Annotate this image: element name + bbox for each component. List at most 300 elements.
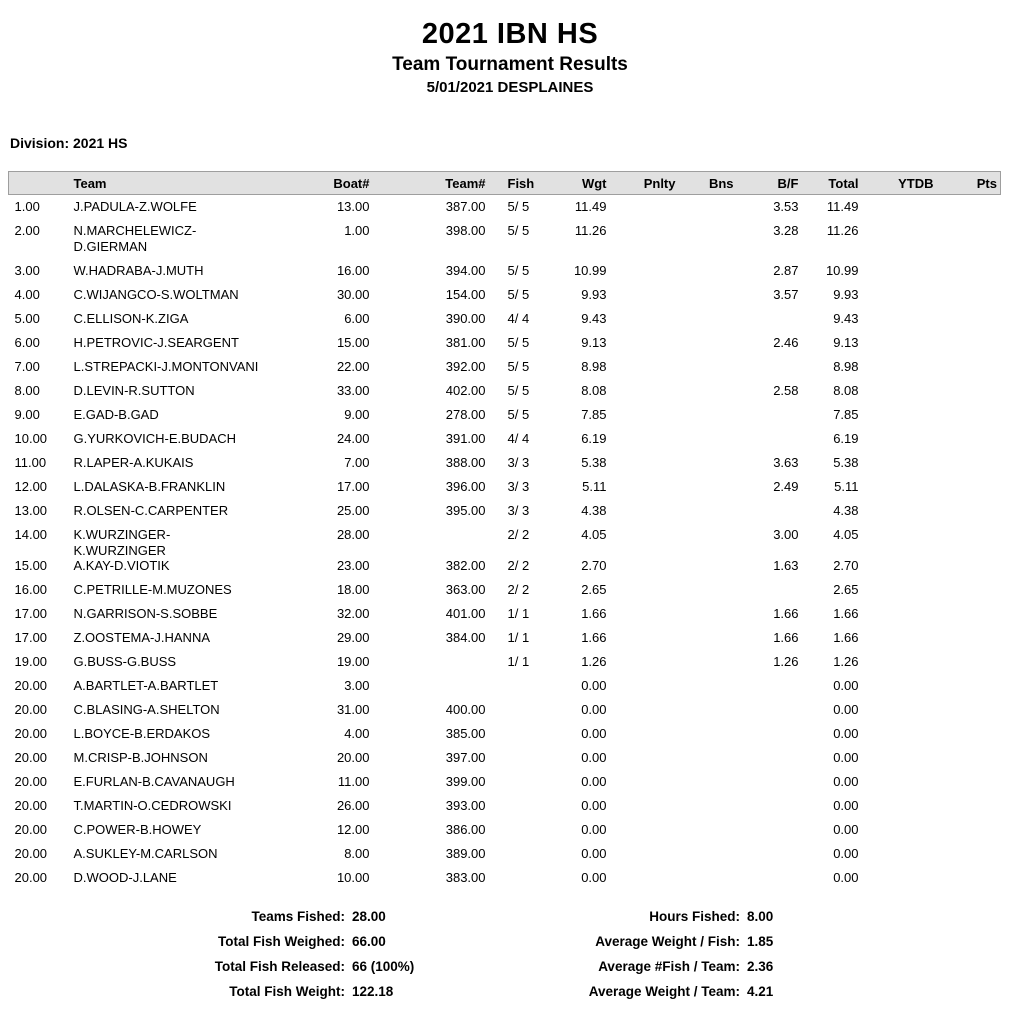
cell-team	[66, 842, 311, 866]
cell-ytdb	[862, 698, 937, 722]
cell-bf	[737, 355, 802, 379]
cell-teamnum: 398.00	[445, 223, 486, 238]
team-name: J.PADULA-Z.WOLFE	[73, 199, 197, 214]
cell-wgt: 9.13	[581, 335, 607, 350]
team-name: M.CRISP-B.JOHNSON	[73, 750, 208, 765]
cell-bns	[679, 818, 737, 842]
table-row	[9, 698, 1001, 722]
cell-teamnum: 389.00	[445, 846, 486, 861]
cell-total: 1.26	[833, 654, 859, 669]
cell-bns	[679, 698, 737, 722]
cell-boat: 4.00	[344, 726, 370, 741]
cell-teamnum: 390.00	[445, 311, 486, 326]
cell-pts	[937, 770, 1001, 794]
cell-pts	[937, 427, 1001, 451]
cell-pnlty	[610, 195, 679, 220]
cell-total: 0.00	[833, 678, 859, 693]
cell-pts	[937, 578, 1001, 602]
cell-bf: 1.63	[773, 558, 799, 573]
cell-fish: 2/ 2	[507, 527, 530, 542]
cell-pnlty	[610, 307, 679, 331]
col-header-bns: Bns	[679, 172, 737, 195]
cell-team	[66, 475, 311, 499]
col-header-wgt: Wgt	[546, 172, 610, 195]
cell-teamnum: 381.00	[445, 335, 486, 350]
team-name: G.YURKOVICH-E.BUDACH	[73, 431, 237, 446]
cell-bf	[737, 403, 802, 427]
cell-teamnum: 382.00	[445, 558, 486, 573]
cell-ytdb	[862, 794, 937, 818]
summary-row	[8, 954, 1020, 979]
cell-rank: 7.00	[14, 359, 40, 374]
cell-team	[66, 283, 311, 307]
table-row	[9, 403, 1001, 427]
cell-teamnum	[373, 523, 489, 554]
cell-boat: 12.00	[336, 822, 370, 837]
cell-rank: 1.00	[14, 199, 40, 214]
page-title: 2021 IBN HS	[421, 18, 599, 50]
cell-bns	[679, 283, 737, 307]
col-header-team: Team	[66, 172, 311, 195]
cell-pnlty	[610, 475, 679, 499]
cell-rank: 17.00	[14, 630, 48, 645]
cell-teamnum: 395.00	[445, 503, 486, 518]
cell-pts	[937, 866, 1001, 890]
cell-bns	[679, 650, 737, 674]
cell-total: 7.85	[833, 407, 859, 422]
cell-bf: 1.66	[773, 606, 799, 621]
cell-pts	[937, 475, 1001, 499]
table-row	[9, 259, 1001, 283]
summary-value: 2.36	[747, 959, 774, 974]
cell-team	[66, 722, 311, 746]
cell-pnlty	[610, 794, 679, 818]
cell-ytdb	[862, 554, 937, 578]
cell-bns	[679, 259, 737, 283]
cell-total: 6.19	[833, 431, 859, 446]
cell-pnlty	[610, 650, 679, 674]
cell-pts	[937, 818, 1001, 842]
cell-total: 11.26	[826, 223, 859, 238]
cell-wgt: 0.00	[581, 822, 607, 837]
cell-boat: 11.00	[337, 774, 370, 789]
cell-teamnum: 154.00	[445, 287, 486, 302]
summary-value: 66 (100%)	[352, 959, 415, 974]
cell-team	[66, 331, 311, 355]
cell-pnlty	[610, 427, 679, 451]
cell-teamnum: 278.00	[445, 407, 486, 422]
col-header-pts: Pts	[937, 172, 1001, 195]
cell-fish	[489, 842, 546, 866]
cell-ytdb	[862, 602, 937, 626]
cell-bf	[737, 674, 802, 698]
summary-row	[8, 979, 1020, 1004]
table-row	[9, 283, 1001, 307]
cell-bf: 1.66	[773, 630, 799, 645]
team-name: W.HADRABA-J.MUTH	[73, 263, 204, 278]
cell-fish: 5/ 5	[507, 287, 530, 302]
cell-total: 0.00	[833, 798, 859, 813]
cell-ytdb	[862, 499, 937, 523]
cell-rank: 17.00	[14, 606, 48, 621]
cell-wgt: 1.66	[581, 630, 607, 645]
table-row	[9, 379, 1001, 403]
cell-bf	[737, 499, 802, 523]
cell-pts	[937, 523, 1001, 554]
cell-bf: 3.53	[773, 199, 799, 214]
cell-rank: 16.00	[14, 582, 48, 597]
cell-total: 11.49	[826, 199, 859, 214]
cell-fish	[489, 866, 546, 890]
cell-boat: 9.00	[344, 407, 370, 422]
summary-label: Average Weight / Team:	[588, 984, 740, 999]
cell-bf: 3.63	[773, 455, 799, 470]
team-name: A.KAY-D.VIOTIK	[73, 558, 170, 573]
cell-total: 10.99	[825, 263, 859, 278]
table-row	[9, 842, 1001, 866]
cell-boat: 8.00	[344, 846, 370, 861]
table-row	[9, 650, 1001, 674]
cell-boat: 16.00	[336, 263, 370, 278]
cell-boat: 28.00	[336, 527, 370, 542]
cell-ytdb	[862, 818, 937, 842]
cell-boat: 24.00	[336, 431, 370, 446]
cell-pnlty	[610, 554, 679, 578]
table-row	[9, 770, 1001, 794]
cell-team	[66, 698, 311, 722]
cell-pts	[937, 698, 1001, 722]
cell-teamnum: 363.00	[445, 582, 486, 597]
cell-fish	[489, 746, 546, 770]
cell-total: 1.66	[833, 630, 859, 645]
team-name: A.BARTLET-A.BARTLET	[73, 678, 219, 693]
cell-rank: 2.00	[14, 223, 40, 238]
team-name: N.MARCHELEWICZ- D.GIERMAN	[73, 223, 197, 254]
cell-total: 9.93	[833, 287, 859, 302]
table-row	[9, 578, 1001, 602]
cell-rank: 20.00	[14, 798, 48, 813]
cell-bf	[737, 818, 802, 842]
cell-total: 8.98	[833, 359, 859, 374]
cell-total: 4.38	[833, 503, 859, 518]
cell-ytdb	[862, 722, 937, 746]
cell-pnlty	[610, 602, 679, 626]
cell-rank: 20.00	[14, 774, 48, 789]
cell-bf: 2.49	[773, 479, 799, 494]
summary-label: Teams Fished:	[251, 909, 345, 924]
results-table	[8, 171, 1001, 890]
cell-teamnum: 399.00	[445, 774, 486, 789]
table-row	[9, 475, 1001, 499]
cell-ytdb	[862, 626, 937, 650]
cell-team	[66, 794, 311, 818]
summary-value: 8.00	[747, 909, 774, 924]
cell-teamnum: 385.00	[445, 726, 486, 741]
cell-fish: 3/ 3	[507, 455, 530, 470]
cell-teamnum	[373, 674, 489, 698]
cell-ytdb	[862, 866, 937, 890]
cell-wgt: 9.93	[581, 287, 607, 302]
cell-rank: 8.00	[14, 383, 40, 398]
cell-ytdb	[862, 219, 937, 259]
cell-rank: 12.00	[14, 479, 48, 494]
cell-total: 2.65	[833, 582, 859, 597]
cell-bf: 3.28	[773, 223, 799, 238]
team-name: C.PETRILLE-M.MUZONES	[73, 582, 232, 597]
cell-teamnum: 388.00	[445, 455, 486, 470]
table-row	[9, 746, 1001, 770]
cell-pts	[937, 355, 1001, 379]
team-name: E.FURLAN-B.CAVANAUGH	[73, 774, 235, 789]
table-row	[9, 674, 1001, 698]
cell-total: 1.66	[833, 606, 859, 621]
cell-boat: 20.00	[336, 750, 370, 765]
cell-bf	[737, 746, 802, 770]
cell-team	[66, 403, 311, 427]
title-block	[0, 0, 1020, 98]
cell-rank: 10.00	[14, 431, 48, 446]
cell-wgt: 6.19	[581, 431, 607, 446]
cell-teamnum: 394.00	[445, 263, 486, 278]
page-subtitle: Team Tournament Results	[392, 54, 628, 75]
cell-wgt: 0.00	[581, 726, 607, 741]
cell-boat: 15.00	[336, 335, 370, 350]
cell-pnlty	[610, 578, 679, 602]
cell-pnlty	[610, 523, 679, 554]
cell-pts	[937, 219, 1001, 259]
cell-bns	[679, 427, 737, 451]
cell-wgt: 8.98	[581, 359, 607, 374]
cell-bns	[679, 746, 737, 770]
cell-total: 4.05	[833, 527, 859, 542]
cell-wgt: 0.00	[581, 750, 607, 765]
cell-pts	[937, 259, 1001, 283]
cell-wgt: 11.26	[574, 223, 607, 238]
team-name: L.STREPACKI-J.MONTONVANI	[73, 359, 259, 374]
cell-team	[66, 578, 311, 602]
summary-value: 66.00	[352, 934, 386, 949]
team-name: L.BOYCE-B.ERDAKOS	[73, 726, 211, 741]
cell-pnlty	[610, 331, 679, 355]
cell-boat: 10.00	[336, 870, 370, 885]
cell-teamnum: 396.00	[445, 479, 486, 494]
cell-fish: 5/ 5	[507, 223, 530, 238]
cell-total: 5.11	[834, 479, 859, 494]
cell-boat: 17.00	[336, 479, 370, 494]
cell-pts	[937, 722, 1001, 746]
cell-pts	[937, 626, 1001, 650]
cell-rank: 9.00	[14, 407, 40, 422]
col-header-rank	[9, 172, 66, 195]
cell-boat: 6.00	[344, 311, 370, 326]
cell-team	[66, 554, 311, 578]
cell-team	[66, 523, 311, 558]
cell-bns	[679, 195, 737, 220]
cell-rank: 20.00	[14, 750, 48, 765]
cell-rank: 15.00	[14, 558, 48, 573]
cell-bf: 2.46	[773, 335, 799, 350]
cell-boat: 23.00	[336, 558, 370, 573]
cell-ytdb	[862, 427, 937, 451]
cell-bns	[679, 842, 737, 866]
cell-teamnum: 384.00	[445, 630, 486, 645]
cell-fish: 3/ 3	[507, 479, 530, 494]
team-name: L.DALASKA-B.FRANKLIN	[73, 479, 226, 494]
cell-bf	[737, 794, 802, 818]
cell-fish: 2/ 2	[507, 582, 530, 597]
summary-row	[8, 904, 1020, 929]
cell-teamnum: 397.00	[445, 750, 486, 765]
cell-pnlty	[610, 219, 679, 259]
team-name: G.BUSS-G.BUSS	[73, 654, 177, 669]
cell-wgt: 9.43	[581, 311, 607, 326]
cell-bns	[679, 331, 737, 355]
cell-wgt: 0.00	[581, 846, 607, 861]
cell-rank: 11.00	[14, 455, 47, 470]
cell-bns	[679, 554, 737, 578]
team-name: D.LEVIN-R.SUTTON	[73, 383, 195, 398]
cell-ytdb	[862, 674, 937, 698]
cell-bf: 3.00	[773, 527, 799, 542]
cell-boat: 29.00	[336, 630, 370, 645]
cell-wgt: 0.00	[581, 702, 607, 717]
cell-team	[66, 379, 311, 403]
cell-team	[66, 818, 311, 842]
cell-total: 5.38	[833, 455, 859, 470]
table-row	[9, 554, 1001, 578]
cell-total: 9.13	[833, 335, 859, 350]
cell-ytdb	[862, 355, 937, 379]
cell-fish: 4/ 4	[507, 311, 530, 326]
cell-bf	[737, 698, 802, 722]
cell-wgt: 1.26	[581, 654, 607, 669]
cell-pts	[937, 331, 1001, 355]
cell-bns	[679, 355, 737, 379]
cell-rank: 4.00	[14, 287, 40, 302]
summary-row	[8, 929, 1020, 954]
cell-bf	[737, 722, 802, 746]
cell-fish: 5/ 5	[507, 199, 530, 214]
cell-boat: 22.00	[336, 359, 370, 374]
cell-boat: 31.00	[336, 702, 370, 717]
cell-fish: 5/ 5	[507, 335, 530, 350]
team-name: R.OLSEN-C.CARPENTER	[73, 503, 229, 518]
cell-total: 0.00	[833, 846, 859, 861]
cell-team	[66, 770, 311, 794]
cell-rank: 20.00	[14, 870, 48, 885]
cell-fish: 3/ 3	[507, 503, 530, 518]
cell-bns	[679, 403, 737, 427]
team-name: N.GARRISON-S.SOBBE	[73, 606, 218, 621]
cell-wgt: 0.00	[581, 774, 607, 789]
cell-wgt: 2.70	[581, 558, 607, 573]
cell-bns	[679, 578, 737, 602]
table-row	[9, 722, 1001, 746]
summary-label: Average Weight / Fish:	[595, 934, 740, 949]
summary-value: 122.18	[352, 984, 394, 999]
cell-teamnum: 400.00	[445, 702, 486, 717]
cell-pnlty	[610, 626, 679, 650]
summary-section	[8, 904, 1020, 1004]
cell-team	[66, 195, 311, 220]
team-name: C.BLASING-A.SHELTON	[73, 702, 220, 717]
summary-label: Total Fish Released:	[214, 959, 345, 974]
cell-pts	[937, 403, 1001, 427]
cell-total: 0.00	[833, 750, 859, 765]
summary-label: Total Fish Weight:	[229, 984, 345, 999]
cell-pts	[937, 307, 1001, 331]
cell-boat: 1.00	[344, 223, 370, 238]
table-row	[9, 794, 1001, 818]
cell-fish	[489, 674, 546, 698]
cell-bns	[679, 722, 737, 746]
summary-value: 4.21	[747, 984, 774, 999]
cell-ytdb	[862, 379, 937, 403]
cell-team	[66, 499, 311, 523]
cell-ytdb	[862, 259, 937, 283]
cell-fish	[489, 698, 546, 722]
cell-wgt: 8.08	[581, 383, 607, 398]
cell-rank: 14.00	[14, 527, 48, 542]
cell-rank: 20.00	[14, 846, 48, 861]
team-name: C.POWER-B.HOWEY	[73, 822, 202, 837]
cell-bns	[679, 219, 737, 259]
cell-boat: 33.00	[336, 383, 370, 398]
cell-bf: 3.57	[773, 287, 799, 302]
cell-rank: 19.00	[14, 654, 48, 669]
table-row	[9, 427, 1001, 451]
cell-wgt: 11.49	[574, 199, 607, 214]
cell-bns	[679, 379, 737, 403]
event-date-location: 5/01/2021 DESPLAINES	[426, 79, 594, 96]
cell-rank: 6.00	[14, 335, 40, 350]
cell-bf	[737, 307, 802, 331]
cell-rank: 13.00	[14, 503, 48, 518]
cell-wgt: 0.00	[581, 870, 607, 885]
cell-teamnum: 387.00	[445, 199, 486, 214]
cell-ytdb	[862, 283, 937, 307]
cell-teamnum: 401.00	[445, 606, 486, 621]
cell-fish: 1/ 1	[507, 606, 530, 621]
cell-team	[66, 674, 311, 698]
cell-total: 0.00	[833, 702, 859, 717]
cell-team	[66, 259, 311, 283]
cell-rank: 20.00	[14, 702, 48, 717]
cell-team	[66, 219, 311, 259]
cell-teamnum: 391.00	[445, 431, 486, 446]
team-name: D.WOOD-J.LANE	[73, 870, 177, 885]
cell-team	[66, 602, 311, 626]
cell-boat: 26.00	[336, 798, 370, 813]
table-row	[9, 499, 1001, 523]
cell-teamnum: 386.00	[445, 822, 486, 837]
cell-teamnum	[373, 650, 489, 674]
cell-bns	[679, 602, 737, 626]
cell-boat: 7.00	[344, 455, 370, 470]
col-header-teamnum: Team#	[373, 172, 489, 195]
summary-label: Hours Fished:	[649, 909, 740, 924]
cell-fish	[489, 794, 546, 818]
cell-team	[66, 355, 311, 379]
cell-total: 2.70	[833, 558, 859, 573]
table-row	[9, 523, 1001, 554]
cell-fish	[489, 722, 546, 746]
table-row	[9, 331, 1001, 355]
division-value: 2021 HS	[73, 135, 128, 151]
cell-total: 0.00	[833, 822, 859, 837]
col-header-total: Total	[802, 172, 862, 195]
cell-pnlty	[610, 842, 679, 866]
